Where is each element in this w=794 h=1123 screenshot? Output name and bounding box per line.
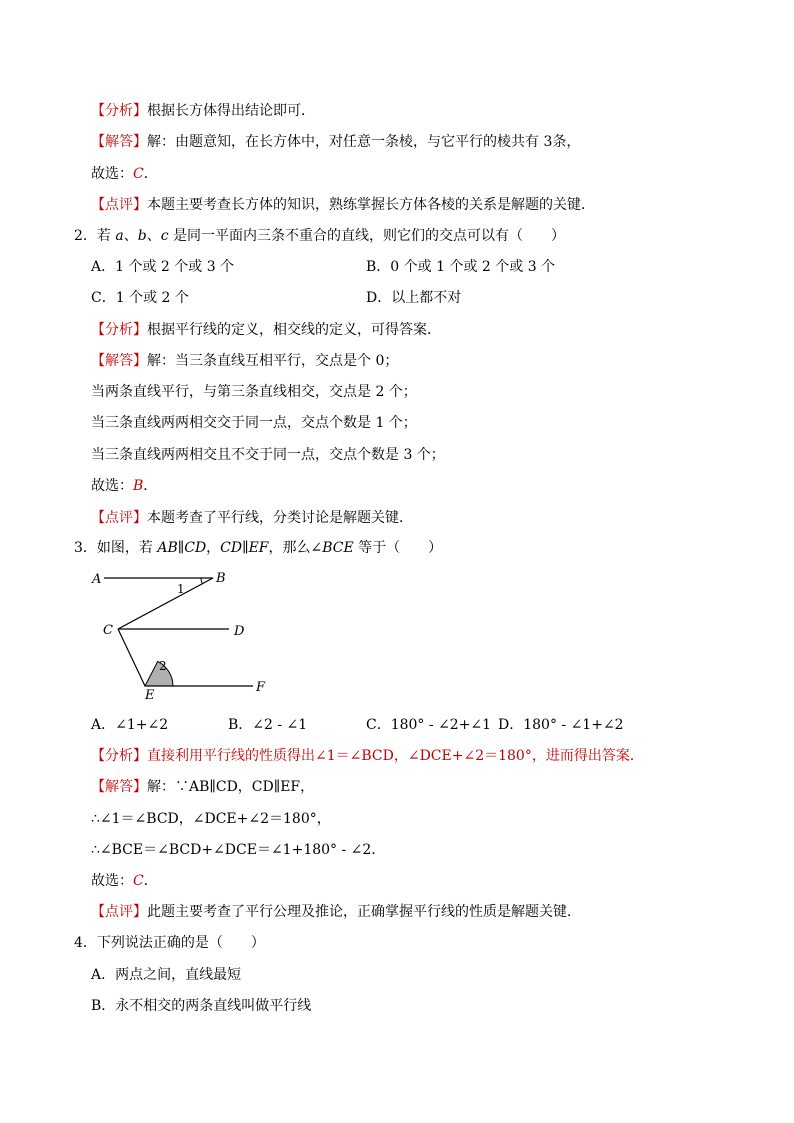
q2-option-c: C．1 个或 2 个 (91, 290, 189, 306)
choice-suffix: ． (143, 166, 158, 182)
q2-comment (91, 509, 413, 527)
analysis-tag: 【分析】 (91, 322, 147, 338)
stem-text: 3．如图，若 (74, 540, 158, 556)
q3-option-a: A．∠1+∠2 (91, 717, 169, 733)
q2-option-b: B．0 个或 1 个或 2 个或 3 个 (366, 259, 556, 275)
choice-letter: B (133, 478, 144, 494)
analysis-text: 根据平行线的定义，相交线的定义，可得答案． (147, 322, 441, 338)
angle-1-arc (201, 578, 202, 584)
q3-answer-line-2: ∴∠1＝∠BCD，∠DCE+∠2＝180°， (91, 811, 331, 827)
q2-answer (91, 352, 398, 370)
q2-option-d: D．以上都不对 (366, 290, 462, 306)
label-2: 2 (159, 659, 167, 673)
stem-text: ， (206, 540, 221, 556)
stem-text: ，那么∠ (268, 540, 323, 556)
label-a: A (92, 572, 102, 587)
analysis-tag: 【分析】 (91, 748, 147, 764)
q2-analysis (91, 321, 441, 339)
q3-answer-line-3: ∴∠BCE＝∠BCD+∠DCE＝∠1+180° - ∠2． (91, 842, 386, 858)
angle-bce: BCE (322, 540, 354, 556)
q2-choice (91, 477, 157, 495)
choice-prefix: 故选： (91, 478, 133, 494)
label-1: 1 (177, 582, 185, 596)
stem-text: 、 (123, 228, 138, 244)
comment-tag: 【点评】 (91, 904, 147, 920)
parallel-symbol: ∥ (177, 540, 185, 556)
analysis-text: 根据长方体得出结论即可． (147, 103, 315, 119)
choice-letter: C (133, 873, 144, 889)
choice-letter: C (133, 166, 144, 182)
var-a: a (115, 228, 124, 244)
choice-prefix: 故选： (91, 166, 133, 182)
q3-analysis (91, 747, 644, 765)
q2-option-a: A．1 个或 2 个或 3 个 (91, 259, 235, 275)
q3-comment (91, 903, 581, 921)
stem-text: 等于（ ） (353, 540, 443, 556)
q4-option-a: A．两点之间，直线最短 (91, 967, 242, 983)
q3-option-d: D．180° - ∠1+∠2 (498, 717, 624, 733)
q1-choice (91, 165, 158, 183)
comment-text: 本题主要考查长方体的知识，熟练掌握长方体各棱的关系是解题的关键． (147, 197, 595, 213)
comment-text: 此题主要考查了平行公理及推论，正确掌握平行线的性质是解题关键． (147, 904, 581, 920)
answer-tag: 【解答】 (91, 353, 147, 369)
q1-analysis (91, 102, 315, 120)
label-f: F (256, 680, 266, 695)
q4-stem: 4．下列说法正确的是（ ） (74, 935, 265, 951)
answer-text: 解：当三条直线互相平行，交点是个 0； (147, 353, 399, 369)
label-c: C (103, 623, 113, 638)
label-e: E (145, 688, 155, 702)
segment-cd: CD (184, 540, 207, 556)
analysis-tag: 【分析】 (91, 103, 147, 119)
stem-text: 是同一平面内三条不重合的直线，则它们的交点可以有（ ） (168, 228, 565, 244)
answer-tag: 【解答】 (91, 134, 147, 150)
q3-figure (88, 566, 278, 702)
choice-suffix: ． (143, 478, 158, 494)
label-b: B (216, 571, 226, 586)
q2-answer-line-2: 当两条直线平行，与第三条直线相交，交点是 2 个； (91, 384, 417, 400)
choice-suffix: ． (143, 873, 158, 889)
q3-answer (91, 778, 314, 796)
answer-text: 解：∵AB∥CD，CD∥EF， (147, 779, 315, 795)
q3-option-b: B．∠2 - ∠1 (228, 717, 308, 733)
parallel-symbol: ∥ (242, 540, 249, 556)
segment-cd: CD (220, 540, 243, 556)
var-c: c (160, 228, 169, 244)
q3-option-c: C．180° - ∠2+∠1 (366, 717, 492, 733)
q4-option-b: B．永不相交的两条直线叫做平行线 (91, 998, 312, 1014)
label-d: D (234, 624, 245, 639)
stem-text: 、 (146, 228, 161, 244)
q2-stem (74, 227, 565, 245)
q1-answer (91, 133, 580, 151)
q2-answer-line-3: 当三条直线两两相交交于同一点，交点个数是 1 个； (91, 415, 417, 431)
q1-comment (91, 196, 595, 214)
stem-text: 2．若 (74, 228, 116, 244)
segment-ab: AB (157, 540, 178, 556)
q3-choice (91, 872, 158, 890)
analysis-text: 直接利用平行线的性质得出∠1＝∠BCD，∠DCE+∠2＝180°，进而得出答案． (147, 748, 644, 764)
comment-text: 本题考查了平行线，分类讨论是解题关键． (147, 510, 413, 526)
q2-answer-line-4: 当三条直线两两相交且不交于同一点，交点个数是 3 个； (91, 447, 445, 463)
line-bc (118, 578, 213, 629)
q3-stem (74, 539, 442, 557)
var-b: b (137, 228, 147, 244)
segment-ef: EF (248, 540, 269, 556)
choice-prefix: 故选： (91, 873, 133, 889)
comment-tag: 【点评】 (91, 510, 147, 526)
answer-tag: 【解答】 (91, 779, 147, 795)
line-ce (118, 629, 145, 686)
comment-tag: 【点评】 (91, 197, 147, 213)
answer-text: 解：由题意知，在长方体中，对任意一条棱，与它平行的棱共有 3条， (147, 134, 581, 150)
